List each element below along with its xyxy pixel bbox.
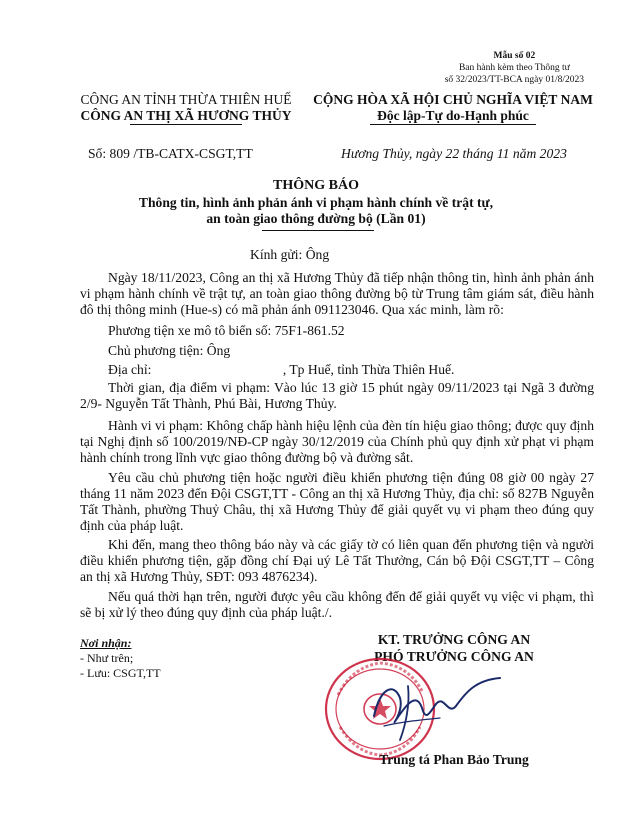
address-tail: , Tp Huế, tỉnh Thừa Thiên Huế. [282,362,455,377]
title-underline [262,230,374,231]
state-name: CỘNG HÒA XÃ HỘI CHỦ NGHĨA VIỆT NAM [313,92,593,107]
title-line-1: Thông tin, hình ảnh phản ánh vi phạm hành chính về trật tự, [138,195,494,210]
form-number: Mẫu số 02 [493,51,536,61]
paragraph-deadline [80,589,594,621]
paragraph-request-text: Yêu cầu chủ phương tiện hoặc người điều khiển phương tiện đúng 08 giờ 00 ngày 27 tháng 11 năm 2023 đến Đội CSGT,TT - Công an thị xã Hương Thủy, địa chỉ: số 827B Nguyễn Tất Thành, phường Thuỷ Châu, thị xã Hương Thủy để giải quyết vụ vi phạm theo đúng quy định của pháp luật. [80,470,594,533]
form-meta [445,50,584,86]
agency-header [72,92,300,124]
address-line [108,362,454,378]
handwritten-signature-icon [360,668,510,748]
paragraph-deadline-text: Nếu quá thời hạn trên, người được yêu cầu không đến để giải quyết vụ việc vi phạm, thì sẽ bị xử lý theo đúng quy định của pháp luật./. [80,589,594,620]
signature-title-2: PHÓ TRƯỞNG CÔNG AN [374,649,534,664]
agency-name [72,108,300,124]
redacted-name [333,247,383,259]
motto-underline [370,124,536,125]
recipients-block [80,636,161,681]
redacted-owner [234,343,304,355]
paragraph-intro-text: Ngày 18/11/2023, Công an thị xã Hương Thủy đã tiếp nhận thông tin, hình ảnh phản ánh vi phạm hành chính về trật tự, an toàn giao thông đường bộ từ Trung tâm giám sát, điều hành đô thị thông minh (Hue-s) có mã phản ánh 091123046. Qua xác minh, làm rõ: [80,270,594,317]
recipients-label: Nơi nhận: [80,636,132,650]
vehicle-line: Phương tiện xe mô tô biển số: 75F1-861.52 [108,323,345,338]
paragraph-intro [80,270,594,318]
document-number: Số: 809 /TB-CATX-CSGT,TT [88,146,253,161]
agency-name-text: CÔNG AN THỊ XÃ HƯƠNG THỦY [80,108,292,123]
redacted-address [155,362,283,374]
form-circular: số 32/2023/TT-BCA ngày 01/8/2023 [444,75,584,85]
recipients-item-2: - Lưu: CSGT,TT [80,666,161,680]
document-title: THÔNG BÁO [273,178,359,193]
title-line-2: an toàn giao thông đường bộ (Lần 01) [206,211,426,226]
signature-title-1: KT. TRƯỞNG CÔNG AN [377,632,531,647]
paragraph-time-text: Thời gian, địa điểm vi phạm: Vào lúc 13 giờ 15 phút ngày 09/11/2023 tại Ngã 3 đường 2/9- Nguyễn Tất Thành, Phú Bài, Hương Thủy. [80,380,594,411]
state-header [308,92,598,124]
paragraph-violation-text: Hành vi vi phạm: Không chấp hành hiệu lệnh của đèn tín hiệu giao thông; được quy định tại Nghị định số 100/2019/NĐ-CP ngày 30/12/2019 của Chính phủ quy định xử phạt vi phạm hành chính trong lĩnh vực giao thông đường bộ và đường sắt. [80,418,594,465]
paragraph-time [80,380,594,412]
recipient-text: Kính gửi: Ông [250,247,330,262]
paragraph-bring [80,537,594,585]
state-motto: Độc lập-Tự do-Hạnh phúc [377,108,529,123]
form-issued-with: Ban hành kèm theo Thông tư [458,63,570,73]
recipients-item-1: - Như trên; [80,651,134,665]
recipient [250,247,383,263]
agency-underline [130,124,242,125]
agency-parent: CÔNG AN TỈNH THỪA THIÊN HUẾ [80,92,292,107]
owner-label: Chủ phương tiện: Ông [108,343,231,358]
paragraph-violation [80,418,594,466]
owner-line [108,343,304,359]
signer-name: Trung tá Phan Bảo Trung [379,752,529,767]
paragraph-request [80,470,594,534]
paragraph-bring-text: Khi đến, mang theo thông báo này và các giấy tờ có liên quan đến phương tiện và người điều khiển phương tiện, gặp đồng chí Đại uý Lê Tất Thưởng, Cán bộ Đội CSGT,TT – Công an thị xã Hương Thủy, SĐT: 093 4876234). [80,537,594,584]
place-date: Hương Thủy, ngày 22 tháng 11 năm 2023 [341,146,567,161]
address-label: Địa chỉ: [108,362,152,377]
